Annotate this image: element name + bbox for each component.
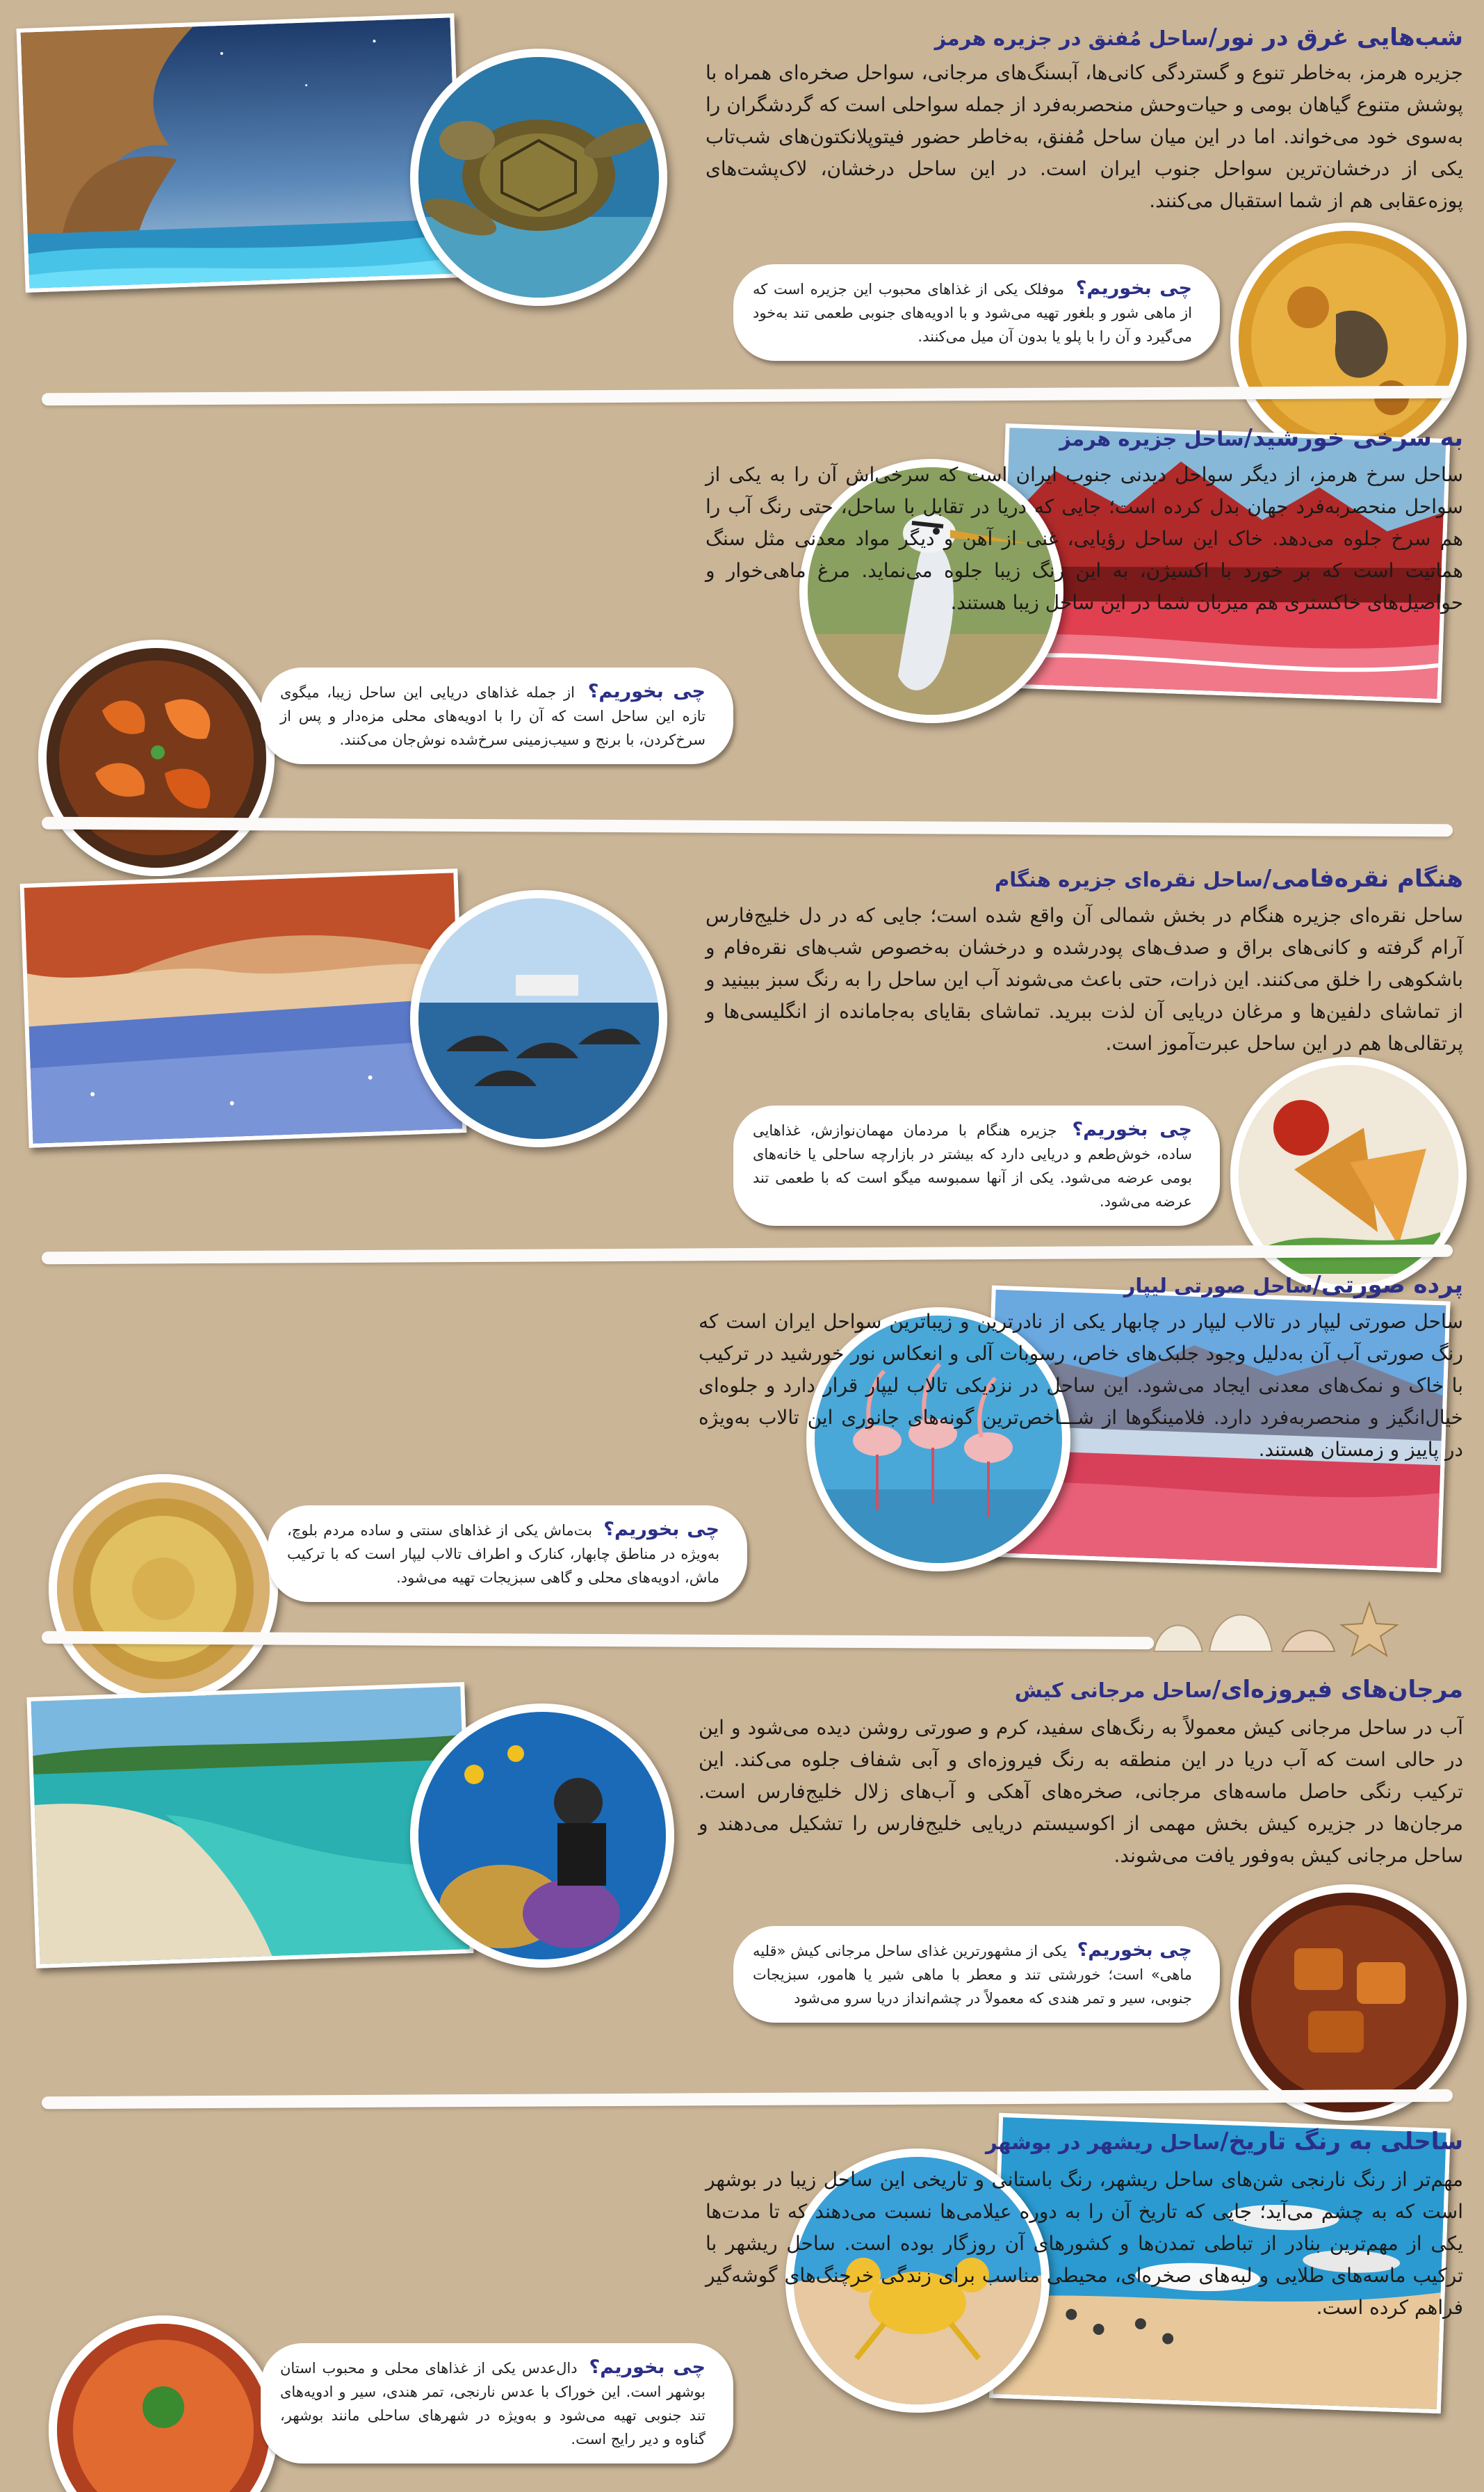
- section-1-food-text: موفلک یکی از غذاهای محبوب این جزیره است که از ماهی شور و بلغور تهیه می‌شود و با ادویه‌های جنوبی طعمی تند به‌خود می‌گیرد و آن را با پلو یا بدون آن میل می‌کنند.: [753, 281, 1192, 345]
- section-4-title-main: پرده صورتی/: [1312, 1271, 1463, 1299]
- lentil-stew-dish: [49, 2315, 278, 2492]
- section-4-body: ساحل صورتی لیپار در تالاب لیپار در چابهار یکی از نادرترین و زیباترین سواحل ایران است که رنگ صورتی آب آن به‌دلیل وجود جلبک‌های خاص، رسوبات آلی و انعکاس نور خورشید در ترکیب با خاک و نمک‌های معدنی ایجاد می‌شود. این ساحل در نزدیکی تالاب لیپار قرار دارد و جلوه‌ای خیال‌انگیز و منحصربه‌فرد دارد. فلامینگوها از شـــاخص‌ترین گونه‌های جانوری این تالاب به‌ویژه در پاییز و زمستان هستند.: [699, 1310, 1463, 1461]
- section-1-food-question: چی بخوریم؟: [1075, 277, 1192, 299]
- seashells-decoration: [1147, 1589, 1411, 1658]
- section-6-food-text: دال‌عدس یکی از غذاهای محلی و محبوب استان بوشهر است. این خوراک با عدس نارنجی، تمر هندی، سیر و ادویه‌های تند جنوبی تهیه می‌شود و به‌ویژه در شهرهای ساحلی مانند بوشهر، گناوه و دیر رایج است.: [280, 2360, 706, 2448]
- section-2-food-card: [261, 668, 733, 764]
- section-1-title-sub: ساحل مُفنق در جزیره هرمز: [934, 26, 1209, 50]
- coral-beach-photo: [26, 1682, 473, 1968]
- section-2-title-sub: ساحل جزیره هرمز: [1059, 427, 1244, 451]
- silver-beach-photo: [20, 868, 467, 1148]
- section-5-food-text: یکی از مشهورترین غذای ساحل مرجانی کیش «قلیه ماهی» است؛ خورشتی تند و معطر با ماهی شیر یا هامور، سبزیجات جنوبی، سیر و تمر هندی که معمولاً در چشم‌انداز دریا سرو می‌شود: [753, 1943, 1192, 2007]
- section-1-title-main: شب‌هایی غرق در نور/: [1208, 24, 1463, 51]
- section-5-title-sub: ساحل مرجانی کیش: [1014, 1678, 1212, 1702]
- section-4-title: [1124, 1271, 1463, 1299]
- section-6-title-sub: ساحل ریشهر در بوشهر: [986, 2130, 1221, 2154]
- fish-stew-dish: [1230, 1884, 1467, 2121]
- section-3-title-sub: ساحل نقره‌ای جزیره هنگام: [995, 868, 1263, 891]
- section-3-title: [995, 865, 1463, 893]
- section-2-title-main: به سرخی خورشید/: [1244, 424, 1463, 452]
- section-2-title: [1059, 424, 1463, 452]
- dolphins-photo: [410, 890, 667, 1147]
- section-coral-beach: [0, 1662, 1484, 2093]
- section-6-title-main: ساحلی به رنگ تاریخ/: [1220, 2128, 1463, 2155]
- section-3-food-question: چی بخوریم؟: [1072, 1119, 1193, 1140]
- section-silver-beach: [0, 834, 1484, 1252]
- section-1-title: [935, 24, 1463, 51]
- section-6-food-card: [261, 2343, 733, 2463]
- section-5-food-card: [733, 1926, 1220, 2023]
- section-1-food-card: [733, 264, 1220, 361]
- section-2-food-question: چی بخوریم؟: [587, 681, 706, 702]
- section-1-body: جزیره هرمز، به‌خاطر تنوع و گستردگی کانی‌ها، آبسنگ‌های مرجانی، سواحل صخره‌ای همراه با پوشش متنوع گیاهان بومی و حیات‌وحش منحصربه‌فرد از جمله سواحلی است که گردشگران را به‌سوی خود می‌خواند. اما در این میان ساحل مُفنق، به‌خاطر حضور فیتوپلانکتون‌های شب‌تاب یکی از درخشان‌ترین سواحل جنوب ایران است. در این ساحل درخشان، لاک‌پشت‌های پوزه‌عقابی هم از شما استقبال می‌کنند.: [706, 61, 1463, 212]
- section-red-beach: [0, 403, 1484, 820]
- sea-turtle-photo: [410, 49, 667, 306]
- section-3-title-main: هنگام نقره‌فامی/: [1262, 865, 1463, 893]
- section-6-title: [986, 2128, 1463, 2155]
- sea-arch-photo: [17, 13, 464, 293]
- diver-photo: [410, 1704, 674, 1968]
- section-mofanagh: [0, 0, 1484, 389]
- section-rishahr-beach: [0, 2107, 1484, 2492]
- section-6-body: مهم‌تر از رنگ نارنجی شن‌های ساحل ریشهر، رنگ باستانی و تاریخی این ساحل زیبا در بوشهر است که به چشم می‌آید؛ جایی که تاریخ آن را به دوره عیلامی‌ها نسبت می‌دهند که تا مدت‌ها یکی از مهم‌ترین بنادر از تباطی تمدن‌ها و کشورهای آن روزگار بوده است. ساحل ریشهر با ترکیب ماسه‌های طلایی و لبه‌های صخره‌ای، محیطی مناسب برای زندگی خرچنگ‌های گوشه‌گیر فراهم کرده است.: [706, 2168, 1463, 2319]
- section-6-food-question: چی بخوریم؟: [589, 2356, 706, 2378]
- section-4-food-question: چی بخوریم؟: [603, 1519, 719, 1540]
- section-5-body: آب در ساحل مرجانی کیش معمولاً به رنگ‌های سفید، کرم و صورتی روشن دیده می‌شود و این در حالی است که آب دریا در این منطقه به رنگ فیروزه‌ای و آبی شفاف جلوه می‌کند. این ترکیب رنگی حاصل ماسه‌های مرجانی، صخره‌های آهکی و آب‌های زلال خلیج‌فارس است. مرجان‌ها در جزیره کیش بخش مهمی از اکوسیستم دریایی خلیج‌فارس را تشکیل می‌دهند و ساحل مرجانی کیش به‌وفور یافت می‌شوند.: [699, 1716, 1463, 1867]
- section-5-title-main: مرجان‌های فیروزه‌ای/: [1212, 1676, 1463, 1704]
- section-5-title: [1015, 1676, 1463, 1704]
- section-3-food-text: جزیره هنگام با مردمان مهمان‌نوازش، غذاهایی ساده، خوش‌طعم و دریایی دارد که بیشتر در بازارچه ساحلی یا خانه‌های بومی عرضه می‌شود. یکی از آنها سمبوسه میگو است که با طعمی تند عرضه می‌شود.: [753, 1122, 1192, 1210]
- section-2-body: ساحل سرخ هرمز، از دیگر سواحل دیدنی جنوب ایران است که سرخی‌اش آن را به یکی از سواحل منحصربه‌فرد جهان بدل کرده است؛ جایی که دریا در تقابل با ساحل، حتی رنگ آب را هم سرخ جلوه می‌دهد. خاک این ساحل رؤیایی، غنی از آهن و دیگر مواد معدنی مثل سنگ هماتیت است که بر خورد با اکسیژن، به این رنگ زیبا جلوه می‌نماید. مرغ ماهی‌خوار و حواصیل‌های خاکستری هم میزبان شما در این ساحل زیبا هستند.: [706, 463, 1463, 614]
- section-4-food-card: [268, 1505, 747, 1602]
- section-4-food-text: بت‌ماش یکی از غذاهای سنتی و ساده مردم بلوچ، به‌ویژه در مناطق چابهار، کنارک و اطراف تالاب لیپار است که با ترکیب ماش، ادویه‌های محلی و گاهی سبزیجات تهیه می‌شود.: [287, 1522, 719, 1586]
- section-3-body: ساحل نقره‌ای جزیره هنگام در بخش شمالی آن واقع شده است؛ جایی که در دل خلیج‌فارس آرام گرفته و کانی‌های براق و صدف‌های پودرشده و درخشان به‌خصوص شب‌های نقره‌فام و باشکوهی را خلق می‌کنند. این ذرات، حتی باعث می‌شوند آب این ساحل را به رنگ سبز ببینید و از تماشای دلفین‌ها و مرغان دریایی آن لذت ببرید. تماشای بقایای به‌جامانده از انگلیسی‌ها و پرتقالی‌ها هم در این ساحل عبرت‌آموز است.: [706, 904, 1463, 1055]
- section-4-title-sub: ساحل صورتی لیپار: [1123, 1274, 1313, 1297]
- section-3-food-card: [733, 1106, 1220, 1226]
- section-2-food-text: از جمله غذاهای دریایی این ساحل زیبا، میگوی تازه این ساحل است که آن را با ادویه‌های محلی مزه‌دار و پس از سرخ‌کردن، با برنج و سیب‌زمینی سرخ‌شده نوش‌جان می‌کنند.: [280, 684, 706, 748]
- section-5-food-question: چی بخوریم؟: [1077, 1939, 1192, 1961]
